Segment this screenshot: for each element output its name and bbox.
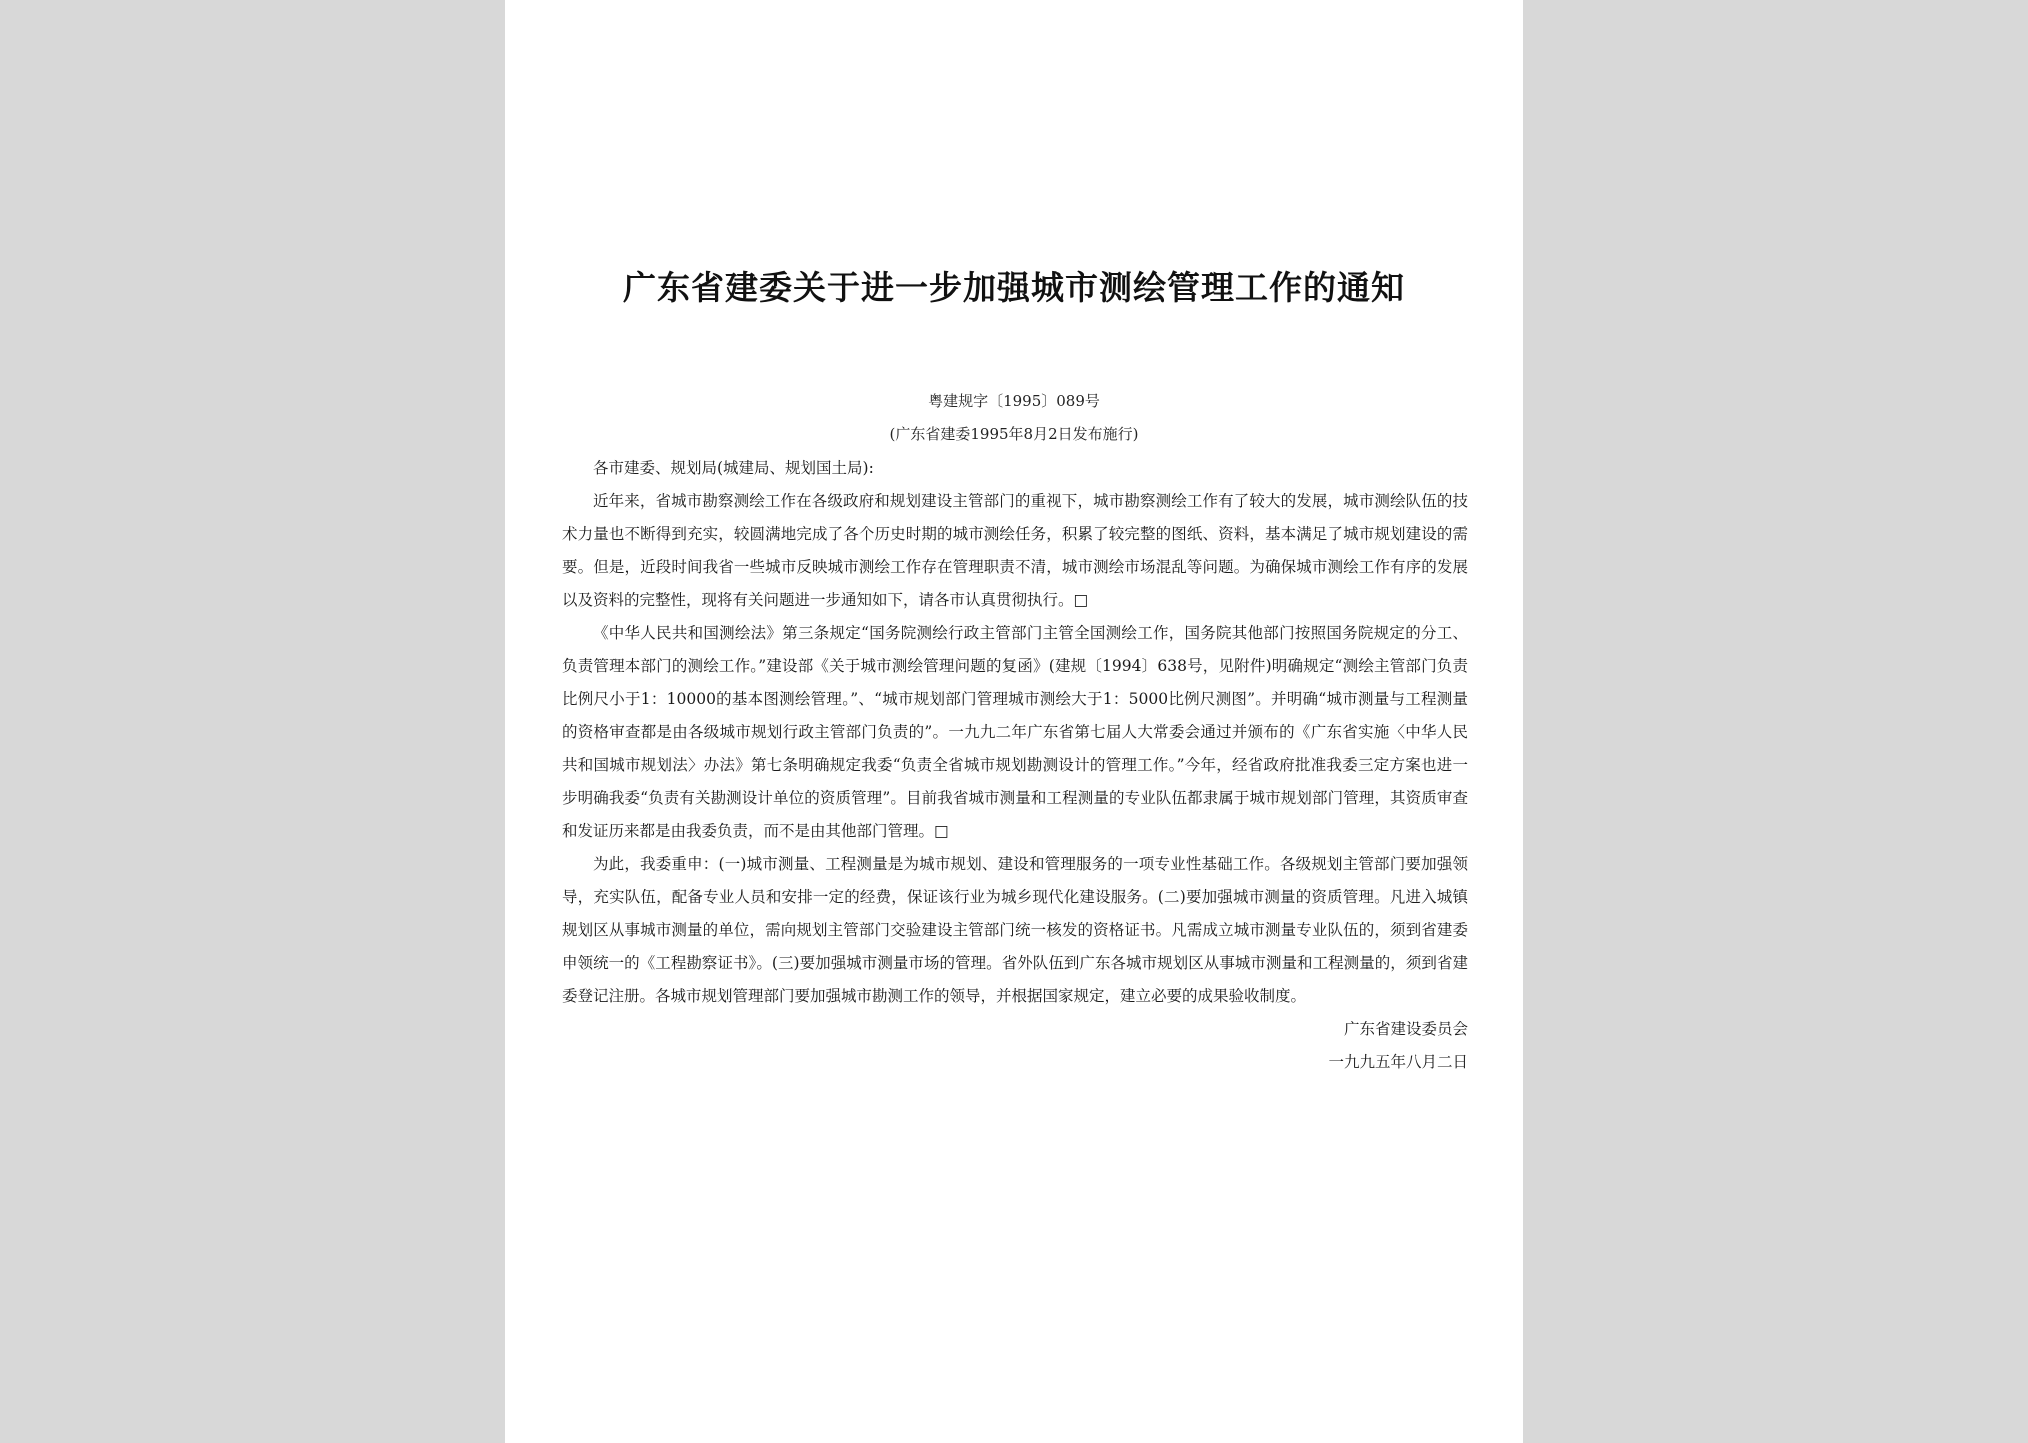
paragraph-1: 近年来，省城市勘察测绘工作在各级政府和规划建设主管部门的重视下，城市勘察测绘工作有了较大的发展，城市测绘队伍的技术力量也不断得到充实，较圆满地完成了各个历史时期的城市测绘任务，积累了较完整的图纸、资料，基本满足了城市规划建设的需要。但是，近段时间我省一些城市反映城市测绘工作存在管理职责不清，城市测绘市场混乱等问题。为确保城市测绘工作有序的发展以及资料的完整性，现将有关问题进一步通知如下，请各市认真贯彻执行。□ [562,492,1468,609]
paragraph-3: 为此，我委重申：(一)城市测量、工程测量是为城市规划、建设和管理服务的一项专业性基础工作。各级规划主管部门要加强领导，充实队伍，配备专业人员和安排一定的经费，保证该行业为城乡现代化建设服务。(二)要加强城市测量的资质管理。凡进入城镇规划区从事城市测量的单位，需向规划主管部门交验建设主管部门统一核发的资格证书。凡需成立城市测量专业队伍的，须到省建委申领统一的《工程勘察证书》。(三)要加强城市测量市场的管理。省外队伍到广东各城市规划区从事城市测量和工程测量的，须到省建委登记注册。各城市规划管理部门要加强城市勘测工作的领导，并根据国家规定，建立必要的成果验收制度。 [562,855,1468,1005]
paragraph-2: 《中华人民共和国测绘法》第三条规定“国务院测绘行政主管部门主管全国测绘工作，国务院其他部门按照国务院规定的分工、负责管理本部门的测绘工作。”建设部《关于城市测绘管理问题的复函》(建规〔1994〕638号，见附件)明确规定“测绘主管部门负责比例尺小于1：10000的基本图测绘管理。”、“城市规划部门管理城市测绘大于1：5000比例尺测图”。并明确“城市测量与工程测量的资格审查都是由各级城市规划行政主管部门负责的”。一九九二年广东省第七届人大常委会通过并颁布的《广东省实施〈中华人民共和国城市规划法〉办法》第七条明确规定我委“负责全省城市规划勘测设计的管理工作。”今年，经省政府批准我委三定方案也进一步明确我委“负责有关勘测设计单位的资质管理”。目前我省城市测量和工程测量的专业队伍都隶属于城市规划部门管理，其资质审查和发证历来都是由我委负责，而不是由其他部门管理。□ [562,624,1468,840]
document-page [505,0,1523,1443]
signature-date: 一九九五年八月二日 [1328,1053,1468,1071]
document-title: 广东省建委关于进一步加强城市测绘管理工作的通知 [623,268,1405,307]
salutation: 各市建委、规划局(城建局、规划国土局): [593,459,874,477]
document-body [562,452,1468,1079]
document-number: 粤建规字〔1995〕089号 [928,392,1100,410]
signature: 广东省建设委员会 [1343,1020,1468,1038]
issue-note: (广东省建委1995年8月2日发布施行) [889,425,1139,443]
